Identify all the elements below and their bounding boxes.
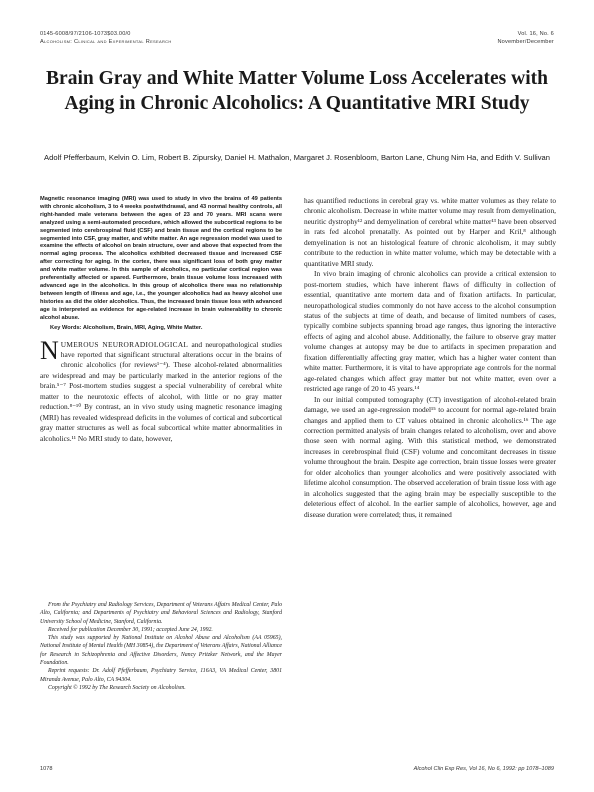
body-paragraph-3: In our initial computed tomography (CT) investigation of alcohol-related brain damage, we used an age-regression model¹⁵ to account for normal age-related brain changes and applied them to CT values obtained in chronic alcoholics.¹⁶ The age correction permitted analysis of brain changes related to alcoholism, over and above those seen with normal aging. With this statistical method, we demonstrated increases in cerebrospinal fluid (CSF) volume and concomitant decreases in tissue volume throughout the brain. Despite age correction, brain tissue losses were greater for older alcoholics than younger alcoholics and were positively associated with lifetime alcohol consumption. The observed acceleration of brain tissue loss with age in alcoholics suggested that the aging brain may be especially susceptible to the deleterious effect of alcohol. In the earlier sample of alcoholics, however, age and disease duration were correlated; thus, it remained <box>304 394 556 519</box>
author-list: Adolf Pfefferbaum, Kelvin O. Lim, Robert B. Zipursky, Daniel H. Mathalon, Margaret J. Rosenbloom, Barton Lane, Chung Nim Ha, and Edith V. Sullivan <box>44 153 550 162</box>
footnote-funding: This study was supported by National Institute on Alcohol Abuse and Alcoholism (AA 05965), National Institute of Mental Health (MH 30854), the Department of Veterans Affairs, National Alliance for Research in Schizophrenia and Affective Disorders, Nancy Pritzker Network, and the Mayer Foundation. <box>40 635 282 667</box>
footnote-received: Received for publication December 30, 1991; accepted June 24, 1992. <box>48 626 213 633</box>
article-title: Brain Gray and White Matter Volume Loss Accelerates with Aging in Chronic Alcoholics: A Quantitative MRI Study <box>46 68 548 114</box>
body-paragraph-2: In vivo brain imaging of chronic alcoholics can provide a critical extension to post-mortem studies, which have inherent flaws of difficulty in collection of essential, quantitative ante mortem data and of fixation artifacts. In particular, neuropathological studies commonly do not have access to the alcohol consumption status of the subjects at time of death, and because of limited numbers of cases, typically combine subjects spanning broad age ranges, thus ignoring the interactive effects of aging and alcohol abuse. Additionally, the failure to observe gray matter volume changes at autopsy may be due to artifacts in specimen preparation and fixation differentially affecting gray matter, which has a higher water content than white matter. Furthermore, it is vital to have appropriate age controls for the normal age-related changes which affect gray matter but not white matter, even over a restricted age range of 20 to 45 years.¹⁴ <box>304 269 556 394</box>
running-header-left <box>40 30 172 46</box>
introduction <box>40 335 282 445</box>
right-column <box>304 196 556 520</box>
running-header-right <box>497 30 554 46</box>
issue-date: November/December <box>497 39 554 45</box>
volume-line: Vol. 16, No. 6 <box>517 31 554 37</box>
abstract <box>40 196 282 332</box>
intro-paragraph <box>40 335 282 445</box>
journal-name: Alcoholism: Clinical and Experimental Research <box>40 39 172 45</box>
drop-cap: N <box>40 335 59 365</box>
intro-lead: UMEROUS NEURORADIOLOGICAL <box>60 339 189 349</box>
issn-line: 0145-6008/97/2106-1073$03.00/0 <box>40 31 131 37</box>
left-column <box>40 196 282 444</box>
abstract-text: Magnetic resonance imaging (MRI) was used to study in vivo the brains of 49 patients with chronic alcoholism, 3 to 4 weeks postwithdrawal, and 43 normal healthy controls, all right-handed male veterans between the ages of 23 and 70 years. MRI scans were analyzed using a semi-automated procedure, which allowed the subcortical regions to be segmented into cerebrospinal fluid (CSF) and brain tissue and the cortical regions to be segmented into CSF, gray matter, and white matter. An age regression model was used to examine the effects of alcohol on brain structure, over and above that expected from the normal aging process. The alcoholics exhibited decreased tissue and increased CSF after correcting for aging. In the cortex, there was significant loss of both gray matter and white matter volume. In this sample of alcoholics, no particular cortical region was preferentially affected or spared. Furthermore, brain tissue volume loss increased with advanced age in the alcoholics. In this group of alcoholics there was no relationship between length of illness and age, i.e., the younger alcoholics had as heavy alcohol use histories as did the older alcoholics. Thus, the increased brain tissue loss with advanced age is interpreted as evidence for age-related increase in brain vulnerability to chronic alcohol abuse. <box>40 196 282 321</box>
footnote-reprints: Reprint requests: Dr. Adolf Pfefferbaum, Psychiatry Service, 116A3, VA Medical Center, 3801 Miranda Avenue, Palo Alto, CA 94304. <box>40 668 282 683</box>
body-paragraph-1: has quantified reductions in cerebral gray vs. white matter volumes as they relate to chronic alcoholism. Decrease in white matter volume may result from demyelination, neuritic dystrophy¹² and demyelination of cerebral white matter¹³ have been observed in rats fed alcohol prenatally. As pointed out by Harper and Kril,⁸ although demyelination is not an histological feature of chronic alcoholism, it may subtly contribute to the reduction in white matter volume, which may be detectable with a quantitative MRI study. <box>304 196 556 268</box>
citation-footer: Alcohol Clin Exp Res, Vol 16, No 6, 1992: pp 1078–1089 <box>413 766 554 772</box>
intro-text: and neuropathological studies have reported that significant structural alterations occur in the brains of chronic alcoholics (for reviews¹⁻⁴). These alcohol-related abnormalities are widespread and may be particularly marked in the anterior regions of the brain.⁵⁻⁷ Post-mortem studies suggest a special vulnerability of cerebral white matter to the neurotoxic effects of alcohol, with little or no gray matter reduction.⁸⁻¹⁰ By contrast, an in vivo study using magnetic resonance imaging (MRI) has revealed widespread deficits in the volumes of cortical and subcortical gray matter structures as well as focal subcortical white matter abnormalities in alcoholics.¹¹ No MRI study to date, however, <box>40 339 282 443</box>
keywords: Key Words: Alcoholism, Brain, MRI, Aging, White Matter. <box>50 324 203 331</box>
footnote-affiliation: From the Psychiatry and Radiology Services, Department of Veterans Affairs Medical Center, Palo Alto, California; and Departments of Psychiatry and Behavioral Sciences and Radiology, Stanford University School of Medicine, Stanford, California. <box>40 602 282 625</box>
footnote-copyright: Copyright © 1992 by The Research Society on Alcoholism. <box>48 684 186 691</box>
page-number: 1078 <box>40 766 53 772</box>
footnotes <box>40 601 282 692</box>
